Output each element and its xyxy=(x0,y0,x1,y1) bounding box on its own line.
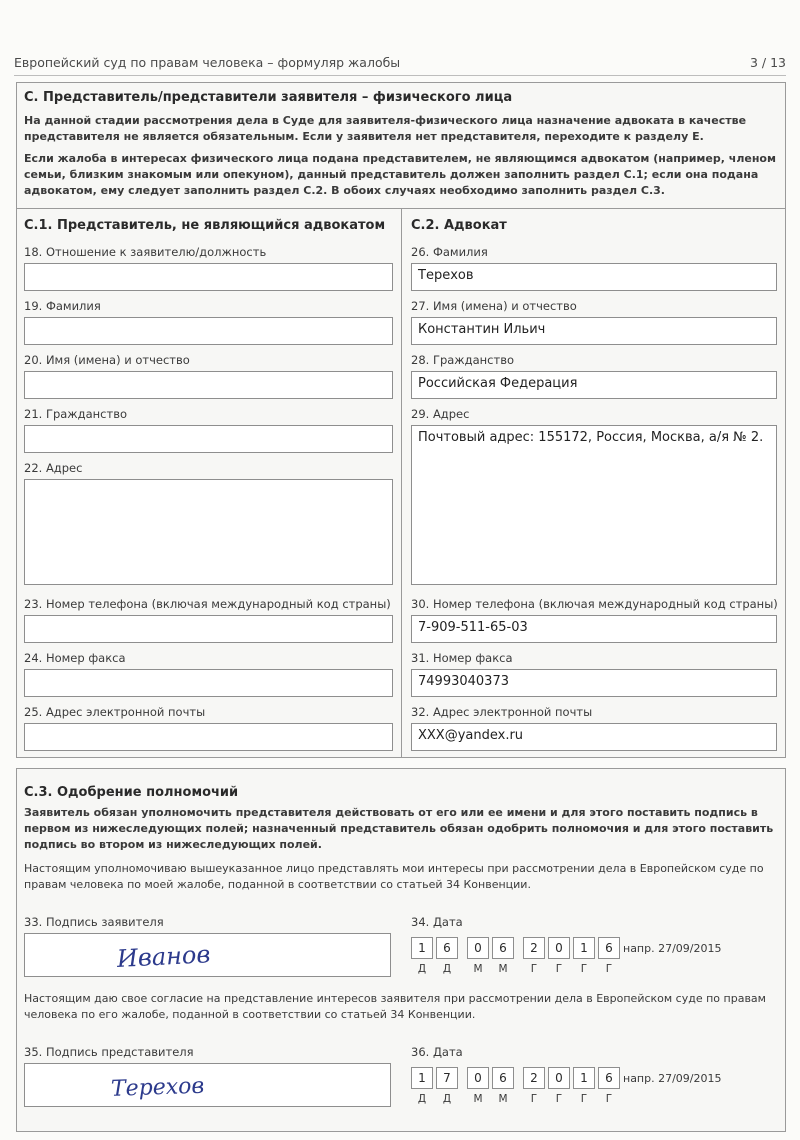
f34-digit[interactable]: 1 xyxy=(573,937,595,959)
page-number: 3 / 13 xyxy=(749,55,786,70)
f36-digit[interactable]: 7 xyxy=(436,1067,458,1089)
f36-digit[interactable]: 6 xyxy=(492,1067,514,1089)
f34-digit[interactable]: 0 xyxy=(548,937,570,959)
representative-fields xyxy=(16,208,786,758)
representative-signature-text: Терехов xyxy=(110,1073,205,1102)
c1-title: С.1. Представитель, не являющийся адвокатом xyxy=(24,218,386,233)
f36-date-cells[interactable] xyxy=(411,1067,623,1089)
f19-field[interactable] xyxy=(24,317,393,345)
f34-digit[interactable]: 6 xyxy=(492,937,514,959)
f31-label: 31. Номер факса xyxy=(411,651,513,665)
f35-label: 35. Подпись представителя xyxy=(24,1045,194,1059)
c2-title: С.2. Адвокат xyxy=(411,218,507,233)
date-letter: Д xyxy=(417,963,427,975)
section-c-intro-1: На данной стадии рассмотрения дела в Суде для заявителя-физического лица назначение адвоката в качестве представителя не является обязательным. Если у заявителя нет представителя, переходите к разделу Е. xyxy=(24,114,747,143)
f33-label: 33. Подпись заявителя xyxy=(24,915,164,929)
f35-signature-box[interactable] xyxy=(24,1063,391,1107)
f28-field[interactable]: Российская Федерация xyxy=(411,371,777,399)
f36-label: 36. Дата xyxy=(411,1045,463,1059)
applicant-signature-text: Иванов xyxy=(116,940,211,974)
date-letter: Г xyxy=(555,963,563,975)
f23-label: 23. Номер телефона (включая международный код страны) xyxy=(24,597,391,611)
representative-signature xyxy=(25,1064,390,1106)
column-divider xyxy=(401,209,402,757)
section-c-title: С. Представитель/представители заявителя – физического лица xyxy=(24,90,513,105)
f36-digit[interactable]: 0 xyxy=(467,1067,489,1089)
f29-label: 29. Адрес xyxy=(411,407,470,421)
f28-label: 28. Гражданство xyxy=(411,353,515,367)
f34-date-example: напр. 27/09/2015 xyxy=(623,942,722,955)
c3-authorize-text: Настоящим уполномочиваю вышеуказанное лицо представлять мои интересы при рассмотрении дела в Европейском суде по правам человека по моей жалобе, поданной в соответствии со статьей 34 Конвенции. xyxy=(24,862,764,891)
c3-intro: Заявитель обязан уполномочить представителя действовать от его или ее имени и для этого поставить подпись в первом из нижеследующих полей; назначенный представитель обязан одобрить полномочия и для этого поставить подпись во втором из нижеследующих полей. xyxy=(24,806,774,851)
f19-label: 19. Фамилия xyxy=(24,299,101,313)
date-letter: Д xyxy=(442,1093,452,1105)
f32-label: 32. Адрес электронной почты xyxy=(411,705,593,719)
applicant-signature xyxy=(25,934,390,976)
f25-label: 25. Адрес электронной почты xyxy=(24,705,206,719)
f31-field[interactable]: 74993040373 xyxy=(411,669,777,697)
f30-field[interactable]: 7-909-511-65-03 xyxy=(411,615,777,643)
page-header xyxy=(14,55,786,76)
f34-digit[interactable]: 6 xyxy=(598,937,620,959)
date-letter: М xyxy=(473,1093,483,1105)
f34-date-cells[interactable] xyxy=(411,937,623,959)
section-c-intro-2: Если жалоба в интересах физического лица подана представителем, не являющимся адвокатом (например, членом семьи, близким знакомым или опекуном), данный представитель должен заполнить раздел С.1; если она подана адвокатом, ему следует заполнить раздел С.2. В обоих случаях необходимо заполнить раздел С.3. xyxy=(24,152,776,197)
f26-field[interactable]: Терехов xyxy=(411,263,777,291)
f36-date-example: напр. 27/09/2015 xyxy=(623,1072,722,1085)
c3-title: С.3. Одобрение полномочий xyxy=(24,785,239,800)
f34-digit[interactable]: 2 xyxy=(523,937,545,959)
f24-label: 24. Номер факса xyxy=(24,651,126,665)
f29-field[interactable]: Почтовый адрес: 155172, Россия, Москва, а/я № 2. xyxy=(411,425,777,585)
f34-digit[interactable]: 0 xyxy=(467,937,489,959)
f20-field[interactable] xyxy=(24,371,393,399)
f21-field[interactable] xyxy=(24,425,393,453)
date-letter: Г xyxy=(530,1093,538,1105)
f23-field[interactable] xyxy=(24,615,393,643)
f20-label: 20. Имя (имена) и отчество xyxy=(24,353,190,367)
f27-label: 27. Имя (имена) и отчество xyxy=(411,299,577,313)
form-title: Европейский суд по правам человека – формуляр жалобы xyxy=(14,55,401,70)
f32-field[interactable]: XXX@yandex.ru xyxy=(411,723,777,751)
f36-digit[interactable]: 0 xyxy=(548,1067,570,1089)
c3-consent-text: Настоящим даю свое согласие на представление интересов заявителя при рассмотрении дела в Европейском суде по правам человека по его жалобе, поданной в соответствии со статьей 34 Конвенции. xyxy=(24,992,766,1021)
f18-label: 18. Отношение к заявителю/должность xyxy=(24,245,267,259)
f25-field[interactable] xyxy=(24,723,393,751)
date-letter: Г xyxy=(530,963,538,975)
f36-digit[interactable]: 1 xyxy=(411,1067,433,1089)
date-letter: Г xyxy=(605,963,613,975)
f36-digit[interactable]: 6 xyxy=(598,1067,620,1089)
f36-digit[interactable]: 1 xyxy=(573,1067,595,1089)
f34-date-format xyxy=(411,963,623,975)
f33-signature-box[interactable] xyxy=(24,933,391,977)
f30-label: 30. Номер телефона (включая международный код страны) xyxy=(411,597,778,611)
date-letter: Д xyxy=(417,1093,427,1105)
f36-date-format xyxy=(411,1093,623,1105)
f24-field[interactable] xyxy=(24,669,393,697)
f34-label: 34. Дата xyxy=(411,915,463,929)
f22-label: 22. Адрес xyxy=(24,461,83,475)
f26-label: 26. Фамилия xyxy=(411,245,488,259)
f22-field[interactable] xyxy=(24,479,393,585)
date-letter: М xyxy=(498,1093,508,1105)
section-c xyxy=(16,82,786,210)
date-letter: Г xyxy=(580,963,588,975)
section-c3 xyxy=(16,768,786,1132)
f21-label: 21. Гражданство xyxy=(24,407,128,421)
date-letter: М xyxy=(473,963,483,975)
date-letter: Г xyxy=(605,1093,613,1105)
date-letter: М xyxy=(498,963,508,975)
f18-field[interactable] xyxy=(24,263,393,291)
date-letter: Д xyxy=(442,963,452,975)
f27-field[interactable]: Константин Ильич xyxy=(411,317,777,345)
f34-digit[interactable]: 1 xyxy=(411,937,433,959)
f34-digit[interactable]: 6 xyxy=(436,937,458,959)
date-letter: Г xyxy=(555,1093,563,1105)
date-letter: Г xyxy=(580,1093,588,1105)
f36-digit[interactable]: 2 xyxy=(523,1067,545,1089)
